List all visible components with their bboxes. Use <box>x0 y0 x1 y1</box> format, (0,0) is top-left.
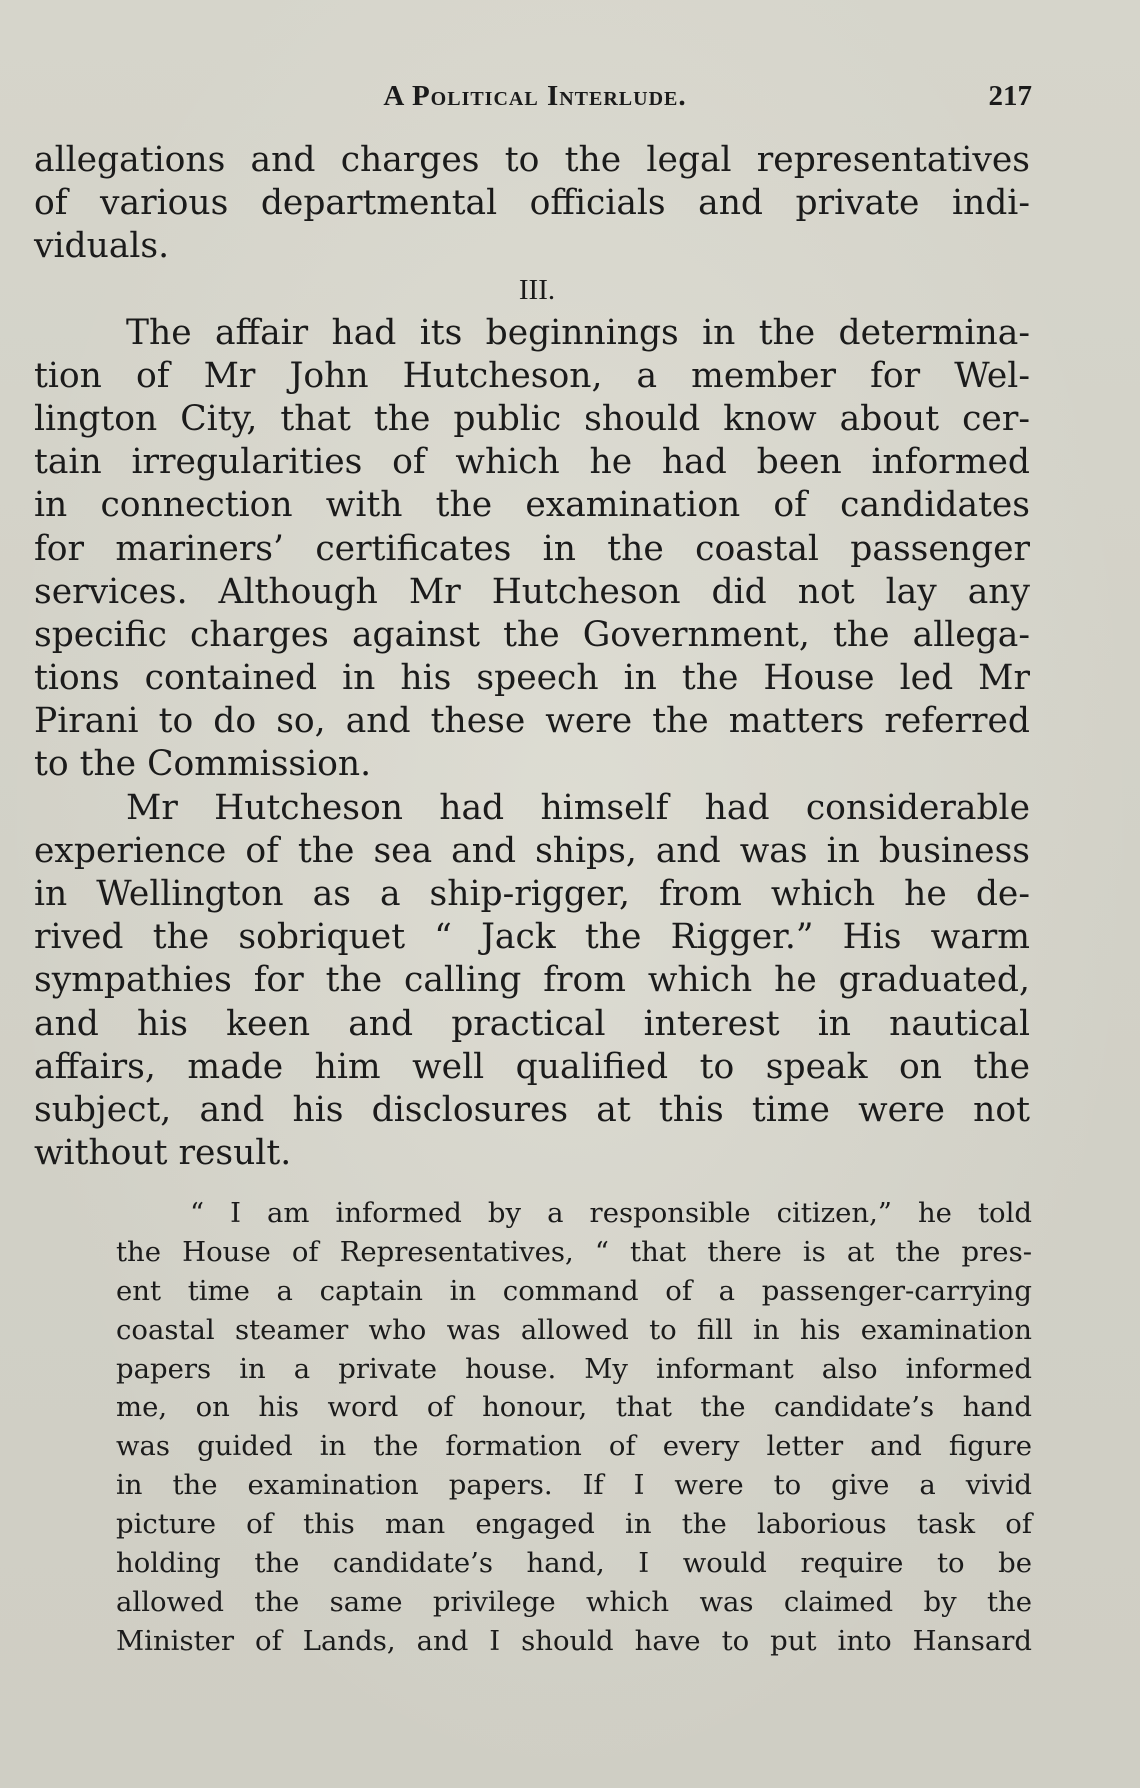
text-line: rived the sobriquet “ Jack the Rigger.” His warm <box>34 917 1030 958</box>
quote-line: allowed the same privilege which was claimed by the <box>116 1585 1032 1618</box>
block-quote <box>116 1194 1032 1661</box>
text-line: for mariners’ certificates in the coastal passenger <box>34 528 1030 569</box>
quote-line: papers in a private house. My informant also informed <box>116 1352 1032 1385</box>
text-line: allegations and charges to the legal representatives <box>34 140 1030 180</box>
text-line: experience of the sea and ships, and was in business <box>34 830 1030 871</box>
text-line: Mr Hutcheson had himself had considerable <box>126 787 1030 828</box>
quote-line: picture of this man engaged in the laborious task of <box>116 1508 1032 1541</box>
quote-line: me, on his word of honour, that the candidate’s hand <box>116 1391 1032 1424</box>
text-line: in Wellington as a ship-rigger, from which he de- <box>34 874 1030 914</box>
text-line: tion of Mr John Hutcheson, a member for Wel- <box>34 355 1030 396</box>
quote-line: in the examination papers. If I were to give a vivid <box>116 1469 1032 1502</box>
text-line: The affair had its beginnings in the determina- <box>126 312 1030 353</box>
text-line: lington City, that the public should know about cer- <box>34 398 1030 439</box>
quote-line: ent time a captain in command of a passenger-carrying <box>116 1274 1032 1307</box>
text-line: services. Although Mr Hutcheson did not lay any <box>34 571 1030 612</box>
text-line: without result. <box>34 1133 292 1174</box>
text-line: affairs, made him well qualified to speak on the <box>34 1046 1030 1087</box>
text-line: Pirani to do so, and these were the matters referred <box>34 701 1030 742</box>
body-text <box>34 139 1030 1175</box>
text-line: in connection with the examination of candidates <box>34 485 1030 526</box>
quote-line: was guided in the formation of every letter and figure <box>116 1430 1032 1463</box>
quote-line: the House of Representatives, “ that there is at the pres- <box>116 1235 1032 1268</box>
quote-line: holding the candidate’s hand, I would require to be <box>116 1547 1032 1580</box>
text-line: to the Commission. <box>34 744 372 785</box>
text-line: sympathies for the calling from which he graduated, <box>34 960 1030 1001</box>
text-line: tain irregularities of which he had been informed <box>34 442 1030 483</box>
quote-line: Minister of Lands, and I should have to put into Hansard <box>116 1624 1032 1657</box>
text-line: viduals. <box>34 226 170 267</box>
page-header <box>36 80 1034 124</box>
quote-line: “ I am informed by a responsible citizen,” he told <box>190 1197 1032 1229</box>
quote-line: coastal steamer who was allowed to fill in his examination <box>116 1313 1032 1346</box>
page-number: 217 <box>988 80 1032 112</box>
running-title: A Political Interlude. <box>383 80 687 112</box>
text-line: and his keen and practical interest in nautical <box>34 1003 1030 1044</box>
text-line: subject, and his disclosures at this time were not <box>34 1089 1030 1130</box>
section-number: III. <box>518 273 556 306</box>
text-line: specific charges against the Government, the allega- <box>34 614 1030 655</box>
text-line: tions contained in his speech in the House led Mr <box>34 658 1030 699</box>
text-line: of various departmental officials and private indi- <box>34 183 1030 224</box>
